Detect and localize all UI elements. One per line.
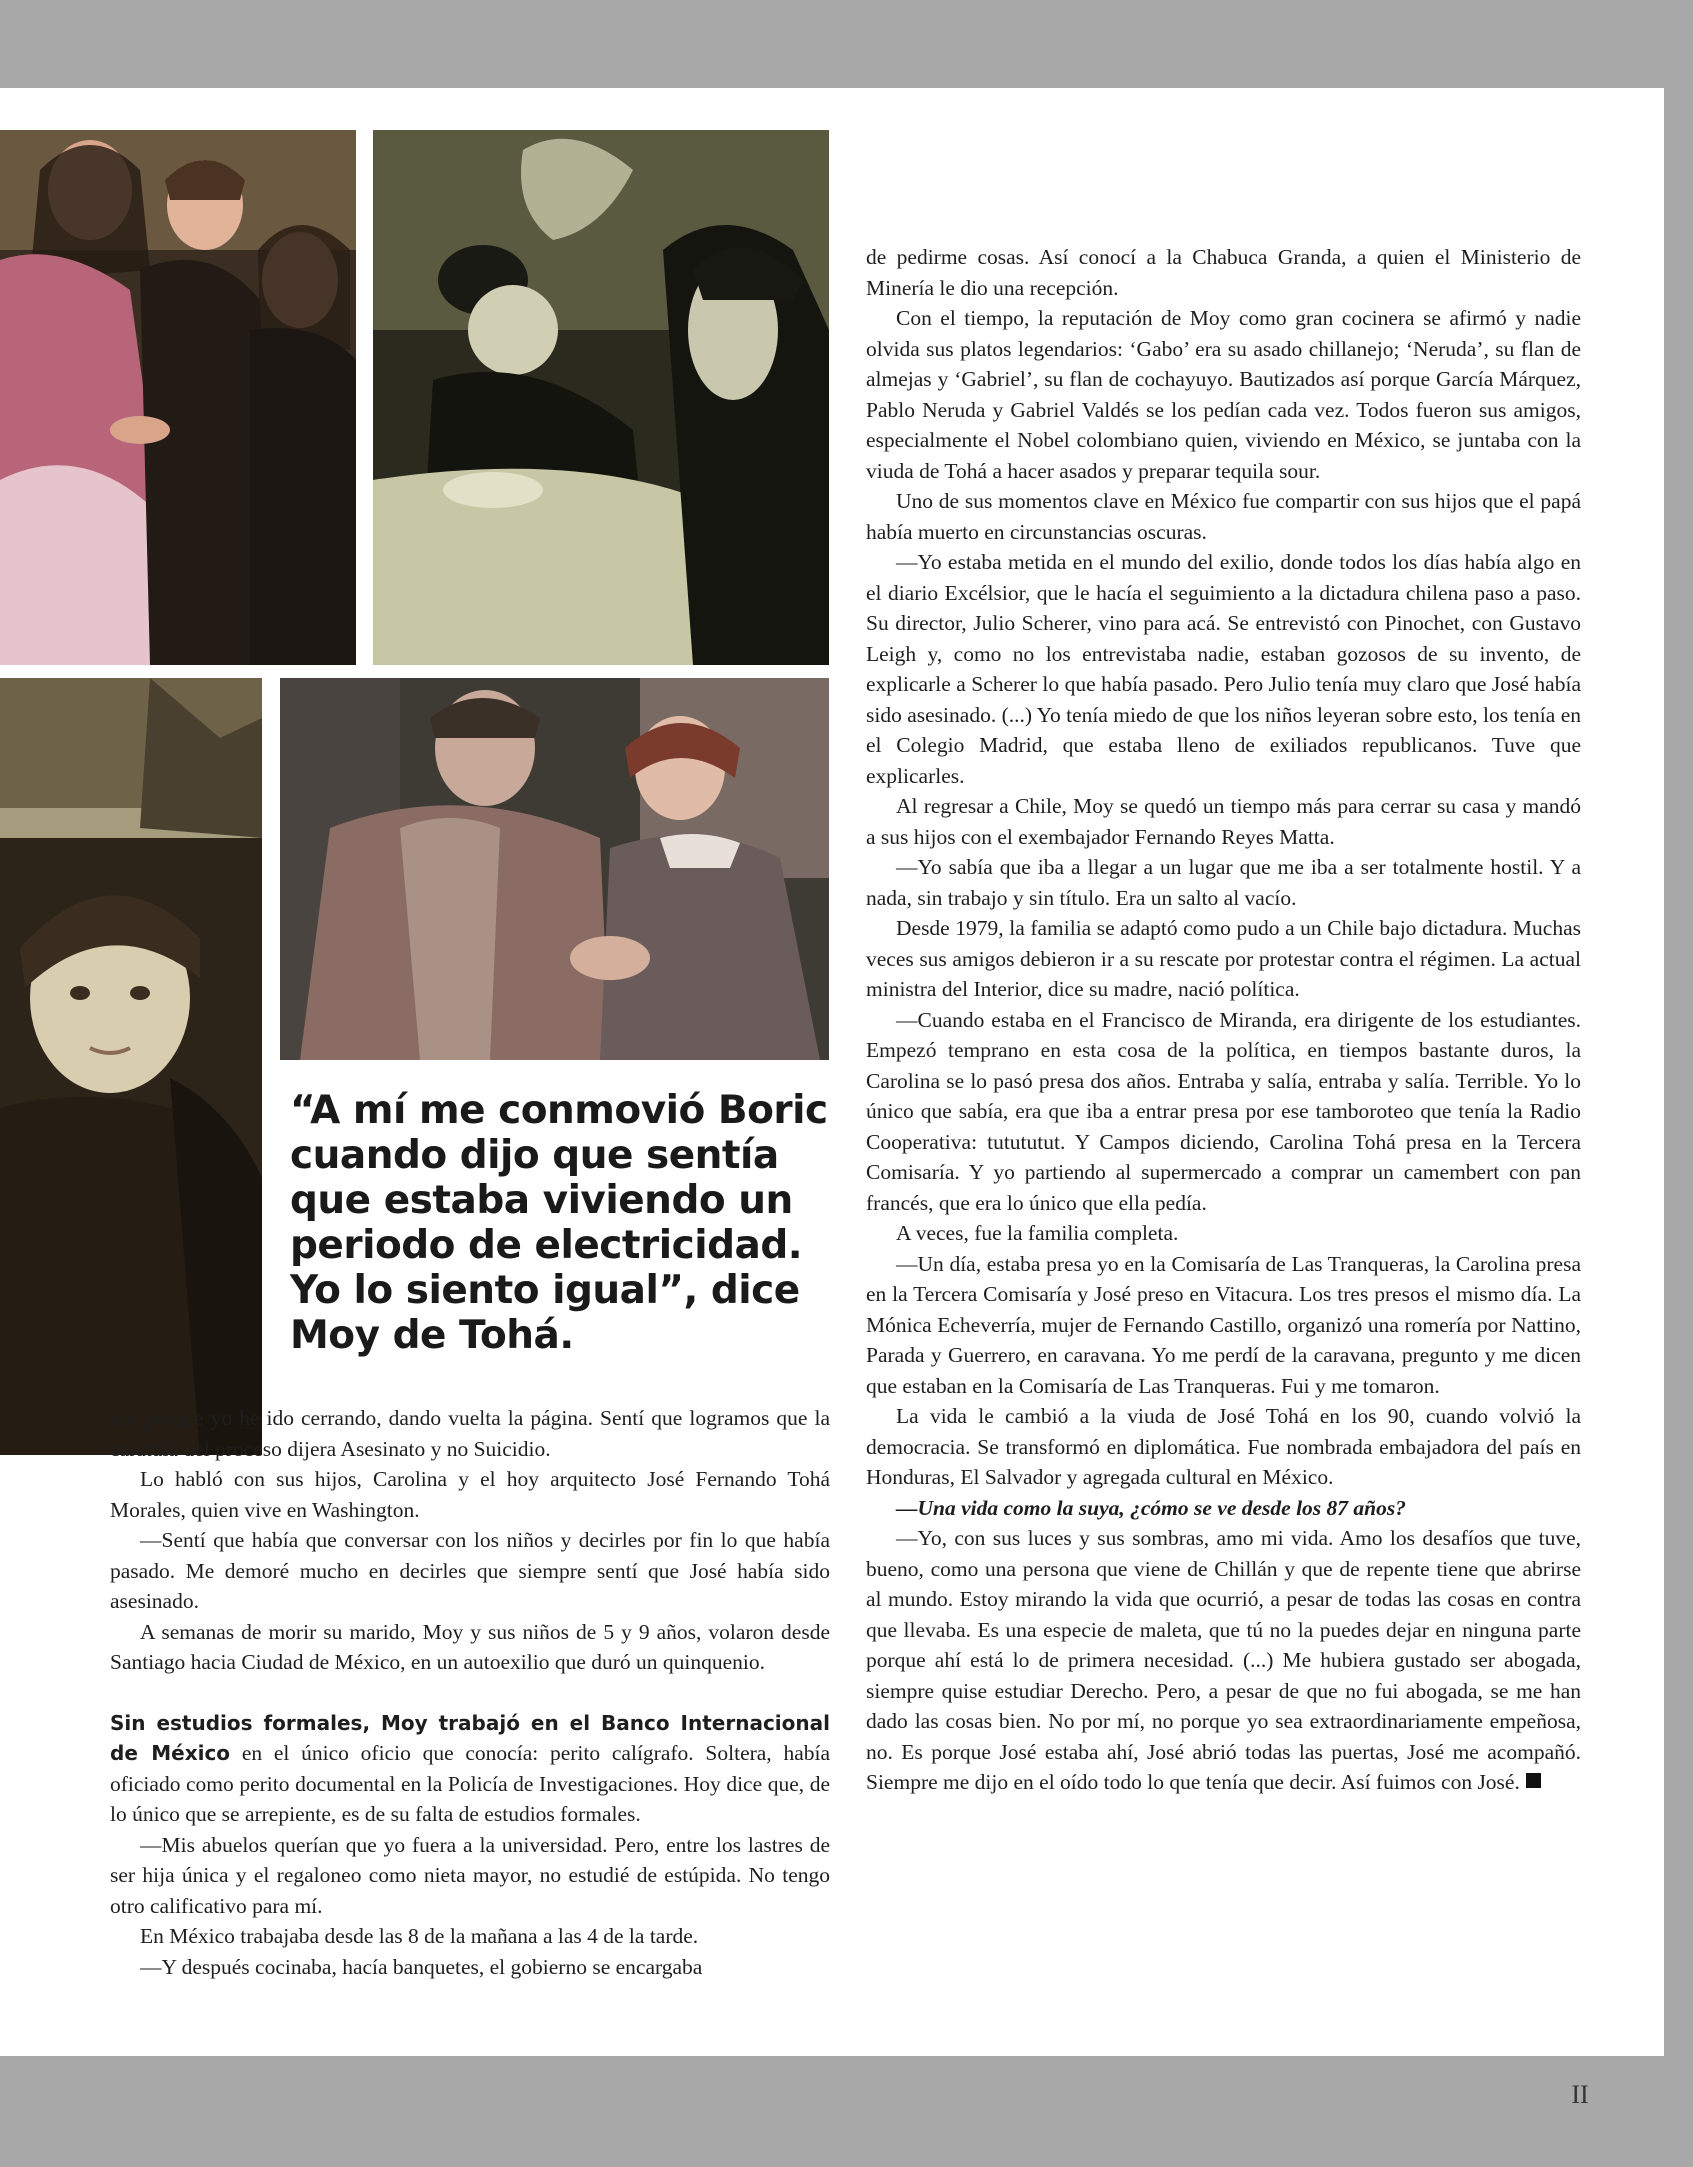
paragraph: Lo habló con sus hijos, Carolina y el hoy arquitecto José Fernando Tohá Morales, quien vive en Washington.: [110, 1467, 830, 1522]
photo-child-portrait: [0, 678, 262, 1455]
paragraph: —Sentí que había que conversar con los niños y decirles por fin lo que había pasado. Me demoré mucho en decirles que siempre sentí que José había sido asesinado.: [110, 1528, 830, 1613]
page-number: II: [1571, 2080, 1589, 2109]
paragraph: A veces, fue la familia completa.: [896, 1221, 1179, 1245]
photo-icon: [373, 130, 829, 665]
article-left-column: [110, 1403, 830, 1982]
section-lead-in: Sin estudios formales, Moy trabajó en el Banco Internacional de México: [110, 1710, 830, 1765]
family-photo-mother-daughters: [0, 130, 356, 665]
paragraph: En México trabajaba desde las 8 de la mañana a las 4 de la tarde.: [140, 1924, 699, 1948]
photo-icon: [280, 678, 829, 1060]
paragraph: —Yo estaba metida en el mundo del exilio, donde todos los días había algo en el diario Excélsior, que le hacía el seguimiento a la dictadura chilena paso a paso. Su director, Julio Scherer, vino para acá. Se entrevistó con Pinochet, con Gustavo Leigh y, como no los entrevistaba nadie, estaban gozosos de su invento, de explicarle a Scherer lo que había pasado. Pero Julio tenía muy claro que José había sido asesinado. (...) Yo tenía miedo de que los niños leyeran sobre esto, los tenía en el Colegio Madrid, que estaba lleno de exiliados republicanos. Tuve que explicarles.: [866, 550, 1581, 788]
interview-question: —Una vida como la suya, ¿cómo se ve desde los 87 años?: [896, 1495, 1406, 1520]
pullquote: “A mí me conmovió Boric cuando dijo que sentía que estaba viviendo un periodo de electricidad. Yo lo siento igual”, dice Moy de Tohá.: [290, 1088, 828, 1358]
paragraph: Uno de sus momentos clave en México fue compartir con sus hijos que el papá había muerto en circunstancias oscuras.: [866, 489, 1581, 544]
paragraph: La vida le cambió a la viuda de José Tohá en los 90, cuando volvió la democracia. Se transformó en diplomática. Fue nombrada embajadora del país en Honduras, El Salvador y agregada cultural en México.: [866, 1404, 1581, 1489]
paragraph-text: —Yo, con sus luces y sus sombras, amo mi vida. Amo los desafíos que tuve, bueno, como una persona que viene de Chillán y que de repente tiene que abrirse al mundo. Estoy mirando la vida que ocurrió, a pesar de todas las cosas en contra que llevaba. Es una especie de maleta, que tú no la puedes dejar en ninguna parte porque ahí está lo de primera necesidad. (...) Me hubiera gustado ser abogada, siempre quise estudiar Derecho. Pero, a pesar de que no fui abogada, se me han dado las cosas bien. No por mí, no porque yo sea extraordinariamente empeñosa, no. Es porque José estaba ahí, José abrió todas las puertas, José me acompañó. Siempre me dijo en el oído todo lo que tenía que decir. Así fuimos con José.: [866, 1526, 1581, 1794]
photo-icon: [0, 678, 262, 1455]
section-lead-paragraph: [110, 1708, 830, 1830]
paragraph: —Yo sabía que iba a llegar a un lugar que me iba a ser totalmente hostil. Y a nada, sin trabajo y sin título. Era un salto al vacío.: [866, 855, 1581, 910]
end-of-article-icon: [1526, 1773, 1541, 1788]
paragraph: Desde 1979, la familia se adaptó como pudo a un Chile bajo dictadura. Muchas veces sus amigos debieron ir a su rescate por protestar contra el régimen. La actual ministra del Interior, dice su madre, nació política.: [866, 916, 1581, 1001]
paragraph: de pedirme cosas. Así conocí a la Chabuca Granda, a quien el Ministerio de Minería le dio una recepción.: [866, 245, 1581, 300]
paragraph-final: [866, 1523, 1581, 1798]
paragraph: —Y después cocinaba, hacía banquetes, el gobierno se encargaba: [140, 1954, 703, 1979]
photo-man-and-woman-greeting: [280, 678, 829, 1060]
paragraph: —Mis abuelos querían que yo fuera a la universidad. Pero, entre los lastres de ser hija única y el regaloneo como nieta mayor, no estudié de estúpida. No tengo otro calificativo para mí.: [110, 1832, 830, 1918]
paragraph: A semanas de morir su marido, Moy y sus niños de 5 y 9 años, volaron desde Santiago hacia Ciudad de México, en un autoexilio que duró un quinquenio.: [110, 1619, 830, 1674]
paragraph: Al regresar a Chile, Moy se quedó un tiempo más para cerrar su casa y mandó a sus hijos con el exembajador Fernando Reyes Matta.: [866, 794, 1581, 849]
paragraph: Con el tiempo, la reputación de Moy como gran cocinera se afirmó y nadie olvida sus platos legendarios: ‘Gabo’ era su asado chillanejo; ‘Neruda’, su flan de almejas y ‘Gabriel’, su flan de cochayuyo. Bautizados así porque García Márquez, Pablo Neruda y Gabriel Valdés se los pedían cada vez. Todos fueron sus amigos, especialmente el Nobel colombiano quien, viviendo en México, se juntaba con la viuda de Tohá a hacer asados y preparar tequila sour.: [866, 306, 1581, 483]
paragraph: no, porque yo he ido cerrando, dando vuelta la página. Sentí que logramos que la carátula del proceso dijera Asesinato y no Suicidio.: [110, 1406, 830, 1461]
article-right-column: [866, 242, 1581, 1798]
paragraph-text: en el único oficio que conocía: perito calígrafo. Soltera, había oficiado como perito documental en la Policía de Investigaciones. Hoy dice que, de lo único que se arrepiente, es de su falta de estudios formales.: [110, 1741, 831, 1826]
paragraph: —Un día, estaba presa yo en la Comisaría de Las Tranqueras, la Carolina presa en la Tercera Comisaría y José preso en Vitacura. Los tres presos el mismo día. La Mónica Echeverría, mujer de Fernando Castillo, organizó una romería por Nattino, Parada y Guerrero, en caravana. Yo me perdí de la caravana, pregunto y me dicen que estaban en la Comisaría de Las Tranqueras. Fui y me tomaron.: [866, 1251, 1581, 1398]
paragraph: —Cuando estaba en el Francisco de Miranda, era dirigente de los estudiantes. Empezó temprano en esta cosa de la política, en tiempos bastante duros, la Carolina se lo pasó presa dos años. Entraba y salía, entraba y salía. Terrible. Yo lo único que sabía, era que iba a entrar presa por ese tamboroteo que tenía la Radio Cooperativa: tutututut. Y Campos diciendo, Carolina Tohá presa en la Tercera Comisaría. Y yo partiendo al supermercado a comprar un camembert con pan francés, que era lo único que ella pedía.: [866, 1007, 1581, 1215]
photo-woman-at-table: [373, 130, 829, 665]
photo-icon: [0, 130, 356, 665]
